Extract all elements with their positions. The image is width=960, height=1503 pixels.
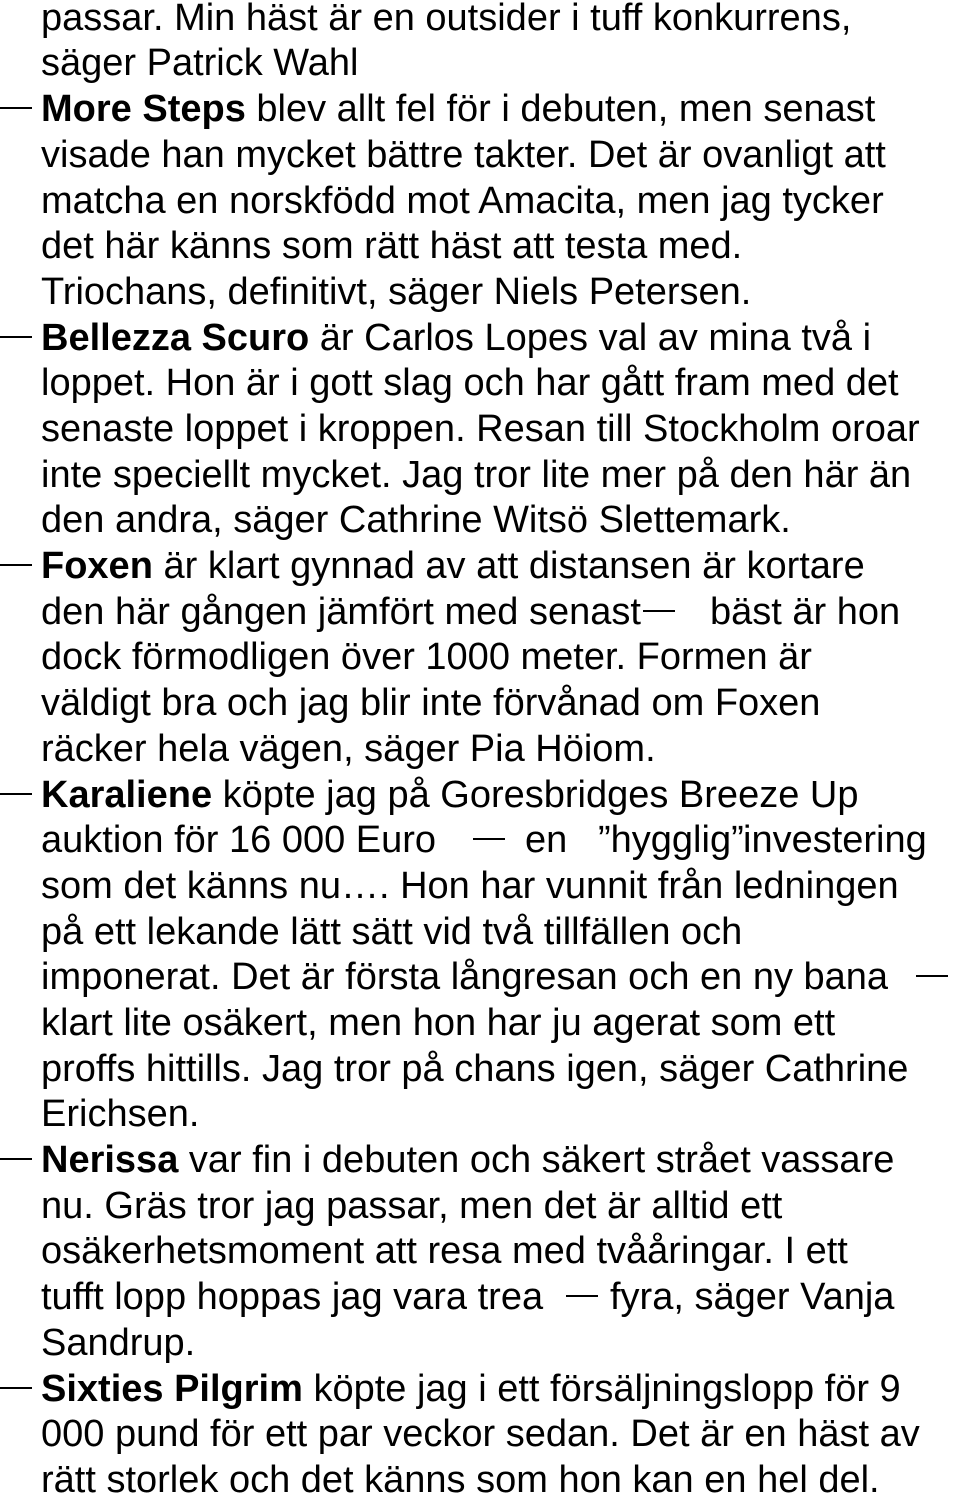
text-line: säger Patrick Wahl xyxy=(41,42,359,84)
text-line-continued: en xyxy=(525,819,568,861)
text-line: visade han mycket bättre takter. Det är ovanligt att xyxy=(41,134,886,176)
text-line: klart lite osäkert, men hon har ju agerat som ett xyxy=(41,1002,836,1044)
horse-name: Karaliene xyxy=(41,774,213,816)
text-line-continued: fyra, säger Vanja xyxy=(610,1276,895,1318)
text-line: 000 pund för ett par veckor sedan. Det är en häst av xyxy=(41,1413,920,1455)
text-line: More Steps blev allt fel för i debuten, men senast xyxy=(41,88,876,130)
paragraph-dash xyxy=(0,793,32,795)
text-line-continued: bäst är hon xyxy=(710,591,901,633)
horse-name: More Steps xyxy=(41,88,246,130)
text-line: matcha en norskfödd mot Amacita, men jag tycker xyxy=(41,180,884,222)
text-line: proffs hittills. Jag tror på chans igen, säger Cathrine xyxy=(41,1048,909,1090)
horse-name: Bellezza Scuro xyxy=(41,317,310,359)
paragraph-dash xyxy=(0,107,32,109)
text-line: Sixties Pilgrim köpte jag i ett försäljningslopp för 9 xyxy=(41,1368,901,1410)
paragraph-dash xyxy=(0,1158,32,1160)
inline-dash xyxy=(473,838,505,840)
text-line: osäkerhetsmoment att resa med tvååringar. I ett xyxy=(41,1230,848,1272)
paragraph-dash xyxy=(0,564,32,566)
text-line: nu. Gräs tror jag passar, men det är alltid ett xyxy=(41,1185,783,1227)
inline-dash xyxy=(566,1295,598,1297)
text-line: Sandrup. xyxy=(41,1322,196,1364)
text-line-continued: investering xyxy=(743,819,927,861)
horse-name: Sixties Pilgrim xyxy=(41,1368,303,1410)
text-line: inte speciellt mycket. Jag tror lite mer på den här än xyxy=(41,454,912,496)
text-line: Nerissa var fin i debuten och säkert strået vassare xyxy=(41,1139,895,1181)
text-line: Karaliene köpte jag på Goresbridges Breeze Up xyxy=(41,774,859,816)
text-line: dock förmodligen över 1000 meter. Formen är xyxy=(41,636,812,678)
text-line: tufft lopp hoppas jag vara trea xyxy=(41,1276,544,1318)
paragraph-dash xyxy=(0,336,32,338)
paragraph-dash xyxy=(0,1387,32,1389)
text-line: Foxen är klart gynnad av att distansen är kortare xyxy=(41,545,865,587)
text-line: passar. Min häst är en outsider i tuff konkurrens, xyxy=(41,0,852,39)
text-line: senaste loppet i kroppen. Resan till Stockholm oroar xyxy=(41,408,920,450)
text-line-continued: ”hygglig” xyxy=(598,819,744,861)
text-line: Erichsen. xyxy=(41,1093,200,1135)
horse-name: Foxen xyxy=(41,545,153,587)
text-line: den här gången jämfört med senast xyxy=(41,591,641,633)
horse-name: Nerissa xyxy=(41,1139,179,1181)
text-line: som det känns nu…. Hon har vunnit från ledningen xyxy=(41,865,899,907)
inline-dash xyxy=(643,610,675,612)
text-line: det här känns som rätt häst att testa med. xyxy=(41,225,743,267)
text-line: räcker hela vägen, säger Pia Höiom. xyxy=(41,728,656,770)
inline-dash xyxy=(916,975,948,977)
text-line: rätt storlek och det känns som hon kan en hel del. xyxy=(41,1459,880,1501)
text-line: imponerat. Det är första långresan och en ny bana xyxy=(41,956,889,998)
text-line: loppet. Hon är i gott slag och har gått fram med det xyxy=(41,362,899,404)
text-line: på ett lekande lätt sätt vid två tillfällen och xyxy=(41,911,743,953)
text-line: Triochans, definitivt, säger Niels Petersen. xyxy=(41,271,752,313)
text-line: väldigt bra och jag blir inte förvånad om Foxen xyxy=(41,682,821,724)
text-line: Bellezza Scuro är Carlos Lopes val av mina två i xyxy=(41,317,872,359)
text-line: den andra, säger Cathrine Witsö Slettemark. xyxy=(41,499,791,541)
text-line: auktion för 16 000 Euro xyxy=(41,819,437,861)
